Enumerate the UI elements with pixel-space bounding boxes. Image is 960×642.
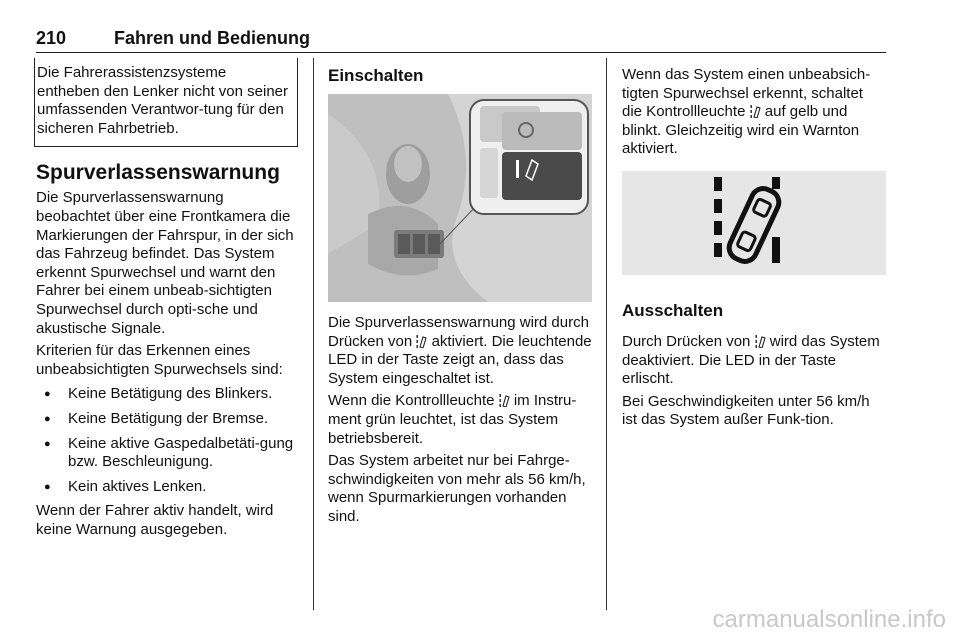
column-left xyxy=(36,66,298,543)
column-middle xyxy=(328,66,592,531)
lane-departure-icon xyxy=(416,335,427,348)
watermark: carmanualsonline.info xyxy=(712,606,946,633)
console-button-illustration xyxy=(328,94,592,302)
warning-paragraph: Wenn das System einen unbeabsich-tigten Spurwechsel erkennt, schaltet die Kontrollleuchte auf gelb und blinkt. Gleichzeitig wird ein Warnton aktiviert. xyxy=(622,66,871,158)
page-header xyxy=(36,28,886,53)
ausschalten-paragraph-1: Durch Drücken von wird das System deaktiviert. Die LED in der Taste erlischt. xyxy=(622,332,880,388)
ausschalten-paragraph-2: Bei Geschwindigkeiten unter 56 km/h ist das System außer Funk-tion. xyxy=(622,392,870,429)
lane-departure-icon xyxy=(499,394,510,407)
closing-text: Wenn der Fahrer aktiv handelt, wird keine Warnung ausgegeben. xyxy=(36,502,274,538)
criteria-intro: Kriterien für das Erkennen eines unbeabsichtigten Spurwechsels sind: xyxy=(36,342,283,378)
safety-note-text: Die Fahrerassistenzsysteme entheben den Lenker nicht von seiner umfassenden Verantwor-tung für den sicheren Fahrbetrieb. xyxy=(37,64,289,137)
lane-departure-icon xyxy=(750,105,761,118)
page-number: 210 xyxy=(36,28,67,48)
einschalten-title: Einschalten xyxy=(328,66,424,85)
page-title: Fahren und Bedienung xyxy=(114,28,310,48)
list-item: ● Kein aktives Lenken. xyxy=(36,478,298,497)
column-right xyxy=(622,66,886,434)
column-divider-1 xyxy=(313,58,314,610)
einschalten-paragraph-2: Wenn die Kontrollleuchte im Instru-ment grün leuchtet, ist das System betriebsbereit. xyxy=(328,392,577,447)
section-intro: Die Spurverlassenswarnung beobachtet über eine Frontkamera die Markierungen der Fahrspur, in der sich das Fahrzeug befindet. Das System erkennt Spurwechsel und warnt den Fahrer bei einem unbeab-sichtigten Spurwechsel durch opti-sche und akustische Signale. xyxy=(36,189,294,337)
criteria-list xyxy=(36,385,298,496)
lane-departure-icon xyxy=(622,171,886,275)
einschalten-paragraph-3: Das System arbeitet nur bei Fahrge-schwindigkeiten von mehr als 56 km/h, wenn Spurmarkierungen vorhanden sind. xyxy=(328,452,586,525)
lane-departure-icon xyxy=(755,335,766,348)
ausschalten-title: Ausschalten xyxy=(622,300,724,320)
column-divider-2 xyxy=(606,58,607,610)
safety-note-box xyxy=(34,58,298,147)
list-item: ● Keine Betätigung des Blinkers. xyxy=(36,385,298,404)
einschalten-paragraph-1: Die Spurverlassenswarnung wird durch Drücken von aktiviert. Die leuchtende LED in der Taste zeigt an, dass das System eingeschaltet ist. xyxy=(328,314,592,387)
section-title: Spurverlassenswarnung xyxy=(36,161,280,185)
list-item: ● Keine aktive Gaspedalbetäti-gung bzw. Beschleunigung. xyxy=(36,435,298,472)
list-item: ● Keine Betätigung der Bremse. xyxy=(36,410,298,429)
lane-departure-symbol-figure xyxy=(622,171,886,275)
